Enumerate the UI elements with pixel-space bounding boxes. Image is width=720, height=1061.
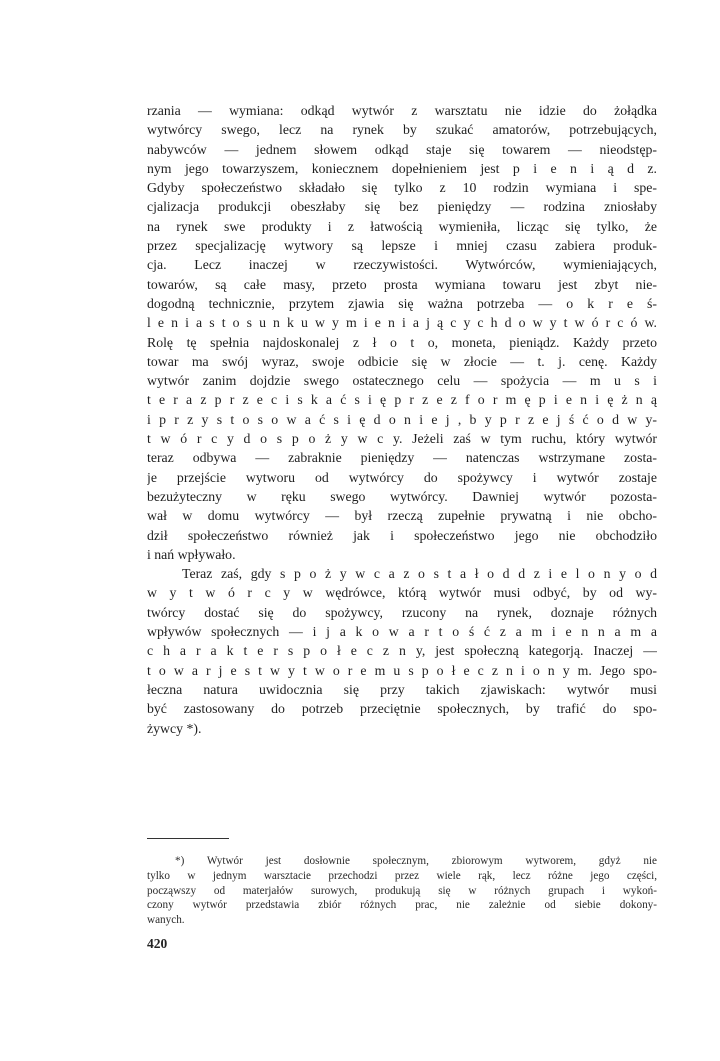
main-text <box>147 101 657 738</box>
text-line: l e n i a s t o s u n k u w y m i e n i a j ą c y c h d o w y t w ó r c ó w. <box>147 315 657 331</box>
text-line: łeczna natura uwidocznia się przy takich zjawiskach: wytwór musi <box>147 681 657 697</box>
text-line: Rolę tę spełnia najdoskonalej z ł o t o, moneta, pieniądz. Każdy przeto <box>147 334 657 350</box>
text-line: nym jego towarzyszem, koniecznem dopełnieniem jest p i e n i ą d z. <box>147 160 657 176</box>
text-line: wpływów społecznych — i j a k o w a r t o ś ć z a m i e n n a m a <box>147 624 657 640</box>
text-line: żywcy *). <box>147 720 202 736</box>
text-line: i nań wpływało. <box>147 546 236 562</box>
text-line: i p r z y s t o s o w a ć s i ę d o n i e j , b y p r z e j ś ć o d w y- <box>147 411 657 427</box>
text-line: dogodną technicznie, przytem zjawia się ważna potrzeba — o k r e ś- <box>147 295 657 311</box>
footnote-divider <box>147 838 229 839</box>
text-line: c h a r a k t e r s p o ł e c z n y, jest społeczną kategorją. Inaczej — <box>147 643 657 659</box>
text-line: nabywców — jednem słowem odkąd staje się towarem — nieodstęp- <box>147 141 657 157</box>
footnote-line: wanych. <box>147 914 185 927</box>
text-line: przez specjalizację wytwory są lepsze i mniej czasu zabiera produk- <box>147 238 657 254</box>
footnote-line: czony wytwór przedstawia zbiór różnych prac, nie zależnie od siebie dokony- <box>147 899 657 912</box>
text-line: rzania — wymiana: odkąd wytwór z warsztatu nie idzie do żołądka <box>147 103 657 118</box>
text-line: t w ó r c y d o s p o ż y w c y. Jeżeli zaś w tym ruchu, który wytwór <box>147 431 657 447</box>
text-line: w y t w ó r c y w wędrówce, którą wytwór musi odbyć, by od wy- <box>147 585 657 601</box>
text-line: cjalizacja produkcji obeszłaby się bez pieniędzy — rodzina zniosłaby <box>147 199 657 215</box>
text-line: wytwórcy swego, lecz na rynek by szukać amatorów, potrzebujących, <box>147 122 657 138</box>
text-line: na rynek swe produkty i z łatwością wymieniła, licząc się tylko, że <box>147 218 657 234</box>
text-line: bezużyteczny w ręku swego wytwórcy. Dawniej wytwór pozosta- <box>147 488 657 504</box>
footnote-line: *) Wytwór jest dosłownie społecznym, zbiorowym wytworem, gdyż nie <box>175 855 657 867</box>
text-line: twórcy dostać się do spożywcy, rzucony na rynek, doznaje różnych <box>147 604 657 620</box>
text-line: t e r a z p r z e c i s k a ć s i ę p r z e z f o r m ę p i e n i ę ż n ą <box>147 392 657 408</box>
text-line: teraz odbywa — zabraknie pieniędzy — natenczas wstrzymane zosta- <box>147 450 657 466</box>
footnote <box>147 854 657 928</box>
text-line: cja. Lecz inaczej w rzeczywistości. Wytwórców, wymieniających, <box>147 257 657 273</box>
text-line: t o w a r j e s t w y t w o r e m u s p o ł e c z n i o n y m. Jego spo- <box>147 662 657 678</box>
text-line: towar ma swój wyraz, swoje odbicie się w złocie — t. j. cenę. Każdy <box>147 353 657 369</box>
page-number: 420 <box>147 936 168 951</box>
footnote-line: począwszy od materjałów surowych, produkują się w różnych grupach i wykoń- <box>147 884 657 897</box>
text-line: dził społeczeństwo również jak i społeczeństwo jego nie obchodziło <box>147 527 657 543</box>
text-line: wytwór zanim dojdzie swego ostatecznego celu — spożycia — m u s i <box>147 373 657 389</box>
text-line: towarów, są całe masy, przeto prosta wymiana towaru jest zbyt nie- <box>147 276 657 292</box>
text-line: być zastosowany do potrzeb przeciętnie społecznych, by trafić do spo- <box>147 701 657 717</box>
footnote-line: tylko w jednym warsztacie przechodzi przez wiele rąk, lecz różne jego części, <box>147 869 657 882</box>
text-line: wał w domu wytwórcy — był rzeczą zupełnie prywatną i nie obcho- <box>147 508 657 524</box>
text-line: je przejście wytworu od wytwórcy do spożywcy i wytwór zostaje <box>147 469 657 485</box>
paragraph-start-line: Teraz zaś, gdy s p o ż y w c a z o s t a ł o d d z i e l o n y o d <box>182 566 657 582</box>
text-line: Gdyby społeczeństwo składało się tylko z 10 rodzin wymiana i spe- <box>147 180 657 196</box>
